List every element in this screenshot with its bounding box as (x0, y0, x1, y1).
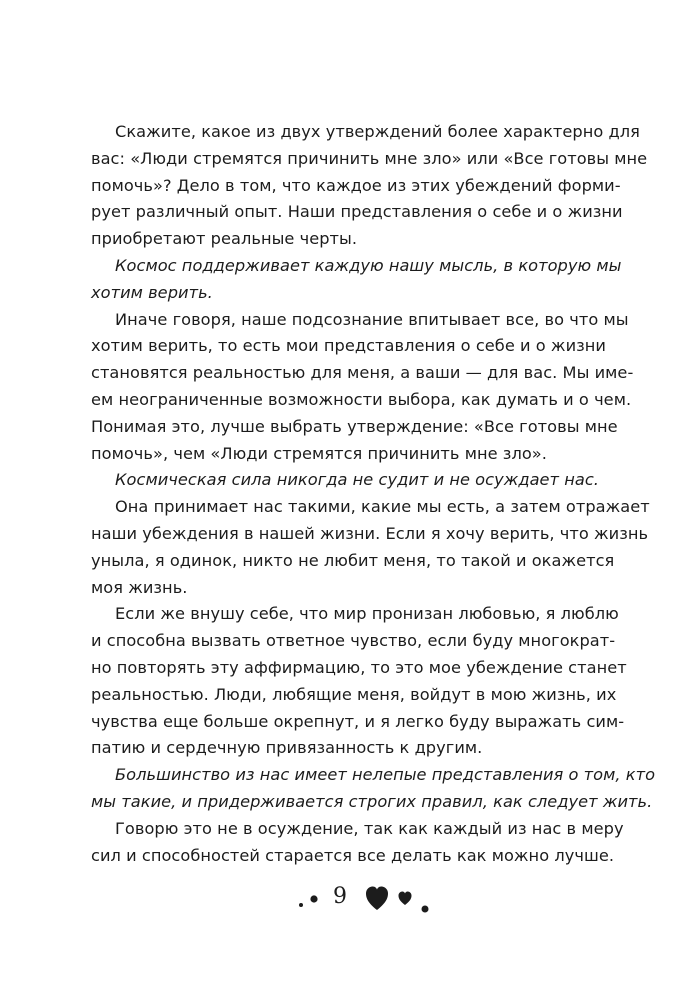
body-line: чувства еще больше окрепнут, и я легко буду выражать сим- (91, 711, 625, 731)
body-line: Скажите, какое из двух утверждений более характерно для (115, 122, 640, 141)
body-line: помочь», чем «Люди стремятся причинить мне зло». (91, 443, 547, 463)
body-line: становятся реальностью для меня, а ваши — для вас. Мы име- (91, 363, 634, 383)
body-line: приобретают реальные черты. (91, 229, 358, 249)
body-line: хотим верить, то есть мои представления о себе и о жизни (91, 336, 606, 356)
body-line: моя жизнь. (91, 577, 188, 597)
body-text (91, 119, 656, 869)
italic-line: Космос поддерживает каждую нашу мысль, в которую мы (115, 255, 622, 275)
page-footer (0, 882, 686, 922)
body-line: рует различный опыт. Наши представления о себе и о жизни (91, 202, 623, 222)
body-line: Понимая это, лучше выбрать утверждение: «Все готовы мне (91, 416, 618, 436)
body-line: вас: «Люди стремятся причинить мне зло» или «Все готовы мне (91, 148, 648, 168)
body-line: сил и способностей старается все делать как можно лучше. (91, 845, 615, 865)
body-line: Говорю это не в осуждение, так как каждый из нас в меру (115, 818, 624, 838)
body-line: Если же внушу себе, что мир пронизан любовью, я люблю (115, 604, 619, 624)
body-line: ем неограниченные возможности выбора, как думать и о чем. (91, 389, 632, 409)
italic-line: Большинство из нас имеет нелепые представления о том, кто (115, 765, 656, 785)
body-line: патию и сердечную привязанность к другим. (91, 738, 483, 758)
italic-line: хотим верить. (91, 282, 213, 302)
body-line: Иначе говоря, наше подсознание впитывает все, во что мы (115, 309, 629, 329)
body-line: уныла, я одинок, никто не любит меня, то такой и окажется (91, 550, 615, 570)
body-line: но повторять эту аффирмацию, то это мое убеждение станет (91, 657, 627, 677)
italic-line: мы такие, и придерживается строгих правил, как следует жить. (91, 791, 653, 811)
body-line: наши убеждения в нашей жизни. Если я хочу верить, что жизнь (91, 523, 649, 543)
hearts-dot-ornament-icon (365, 884, 437, 916)
italic-line: Космическая сила никогда не судит и не осуждает нас. (115, 470, 599, 490)
body-line: реальностью. Люди, любящие меня, войдут в мою жизнь, их (91, 684, 617, 704)
body-line: Она принимает нас такими, какие мы есть, а затем отражает (115, 497, 650, 517)
page-number: 9 (333, 884, 347, 909)
body-line: помочь»? Дело в том, что каждое из этих убеждений форми- (91, 175, 621, 195)
body-line: и способна вызвать ответное чувство, если буду многократ- (91, 631, 616, 651)
dot-dot-ornament-icon (296, 886, 326, 912)
